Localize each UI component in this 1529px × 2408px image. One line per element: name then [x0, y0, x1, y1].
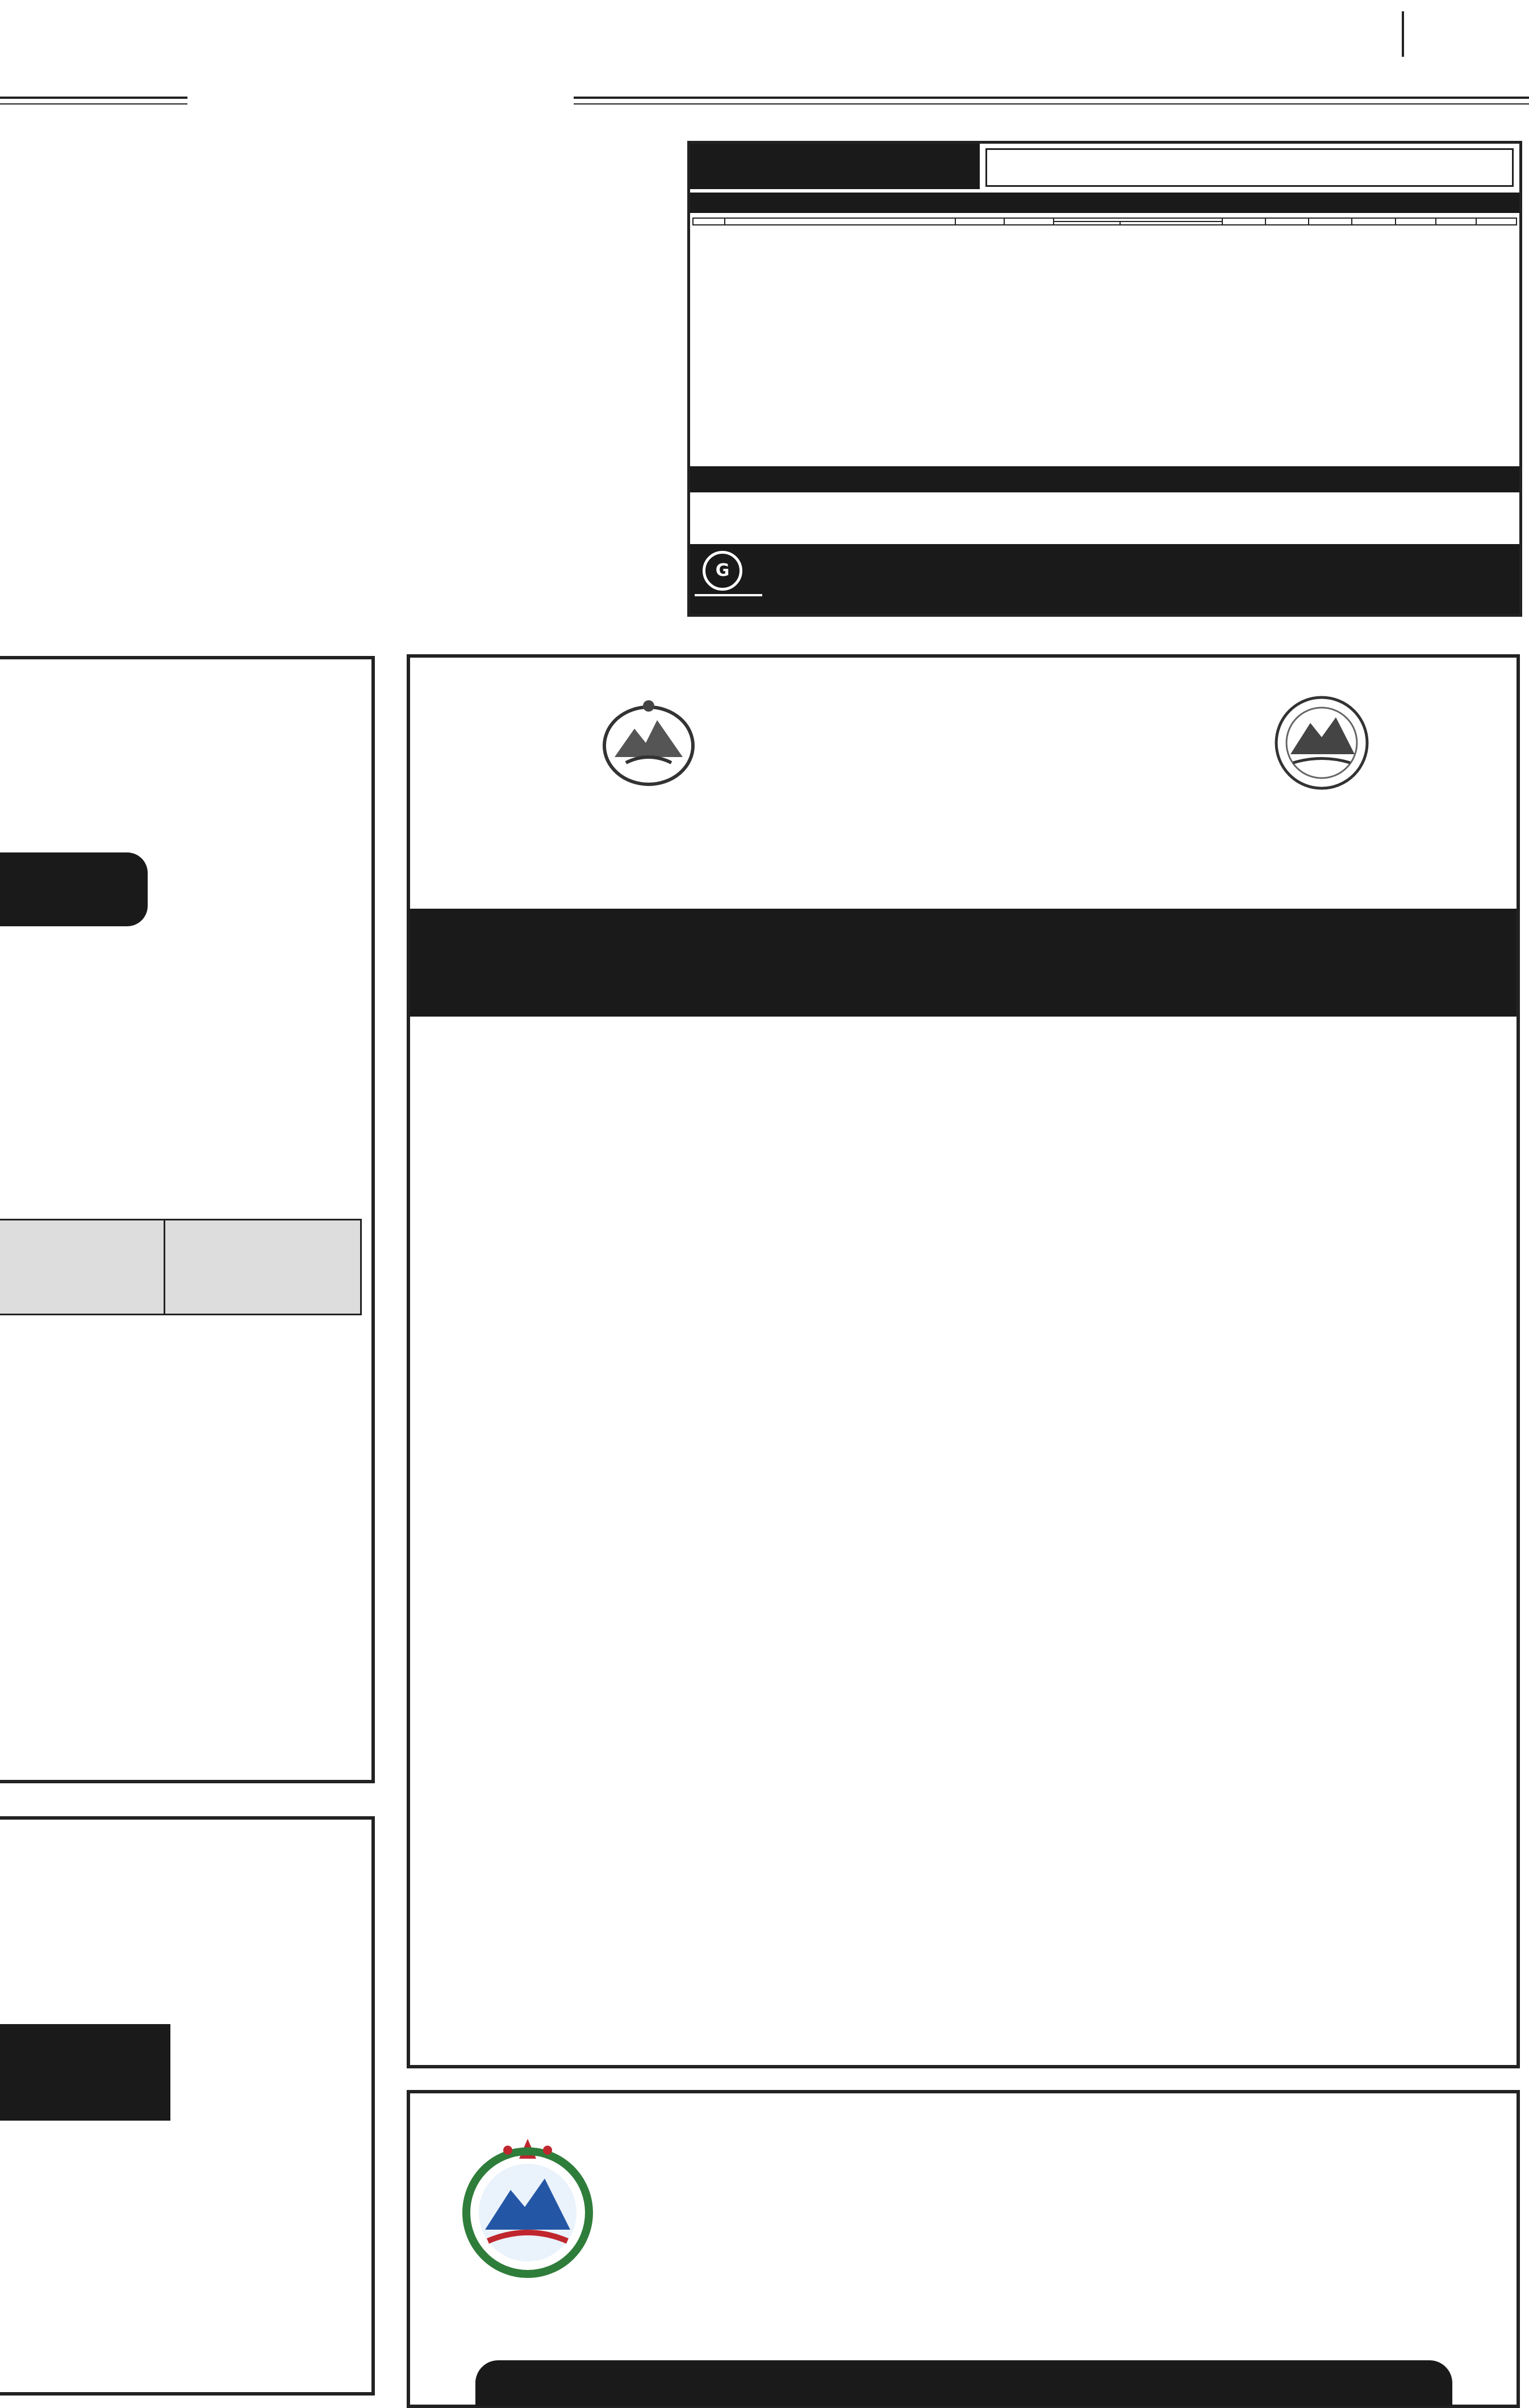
col-qr [1054, 221, 1120, 225]
solu-notice-title [410, 909, 1517, 1017]
masthead-rule-right2 [574, 103, 1529, 104]
debchuli-title-banner [475, 2360, 1452, 2406]
nepal-govt-emblem-icon [451, 2133, 604, 2286]
col-stay [1436, 218, 1476, 225]
english-notice-left [0, 1816, 375, 2396]
agency-footer [690, 544, 1519, 614]
qatar-ad-meta [690, 193, 1519, 213]
col-leave [1352, 218, 1395, 225]
masthead-rule-left2 [0, 103, 187, 104]
agency-license [695, 594, 762, 596]
masthead-rule-left [0, 97, 187, 99]
section-divider [1402, 11, 1404, 57]
qatar-ad-header [690, 144, 1519, 192]
qatar-ad-country-block [690, 144, 980, 189]
masthead-rule-right [574, 97, 1529, 99]
col-qualification [1004, 218, 1054, 225]
bidders-col-amount [165, 1220, 361, 1315]
col-overtime [1222, 218, 1265, 225]
col-food [1396, 218, 1436, 225]
col-demand [955, 218, 1005, 225]
col-sn [693, 218, 725, 225]
col-post [725, 218, 955, 225]
col-hours [1265, 218, 1309, 225]
agency-logo-icon: G [703, 551, 742, 591]
col-days [1309, 218, 1352, 225]
debchuli-notice [407, 2090, 1520, 2408]
qatar-ad-company [985, 148, 1514, 187]
municipality-logo-icon [1265, 689, 1378, 797]
col-contract [1476, 218, 1517, 225]
nepal-emblem-icon [592, 695, 705, 791]
news-article [0, 125, 670, 625]
qatar-interview [690, 466, 1519, 492]
bidders-col-bidder [0, 1220, 165, 1315]
qatar-jobs-table [692, 218, 1517, 225]
qatar-fine-print [695, 495, 1515, 541]
solu-notice [407, 654, 1520, 2068]
masthead [0, 0, 1529, 108]
bid-notice-left [0, 656, 375, 1783]
english-notice-badge [0, 2024, 170, 2121]
qatar-job-ad [687, 141, 1522, 617]
col-npr [1120, 221, 1222, 225]
bid-notice-badge [0, 852, 148, 926]
bidders-table [0, 1219, 362, 1315]
